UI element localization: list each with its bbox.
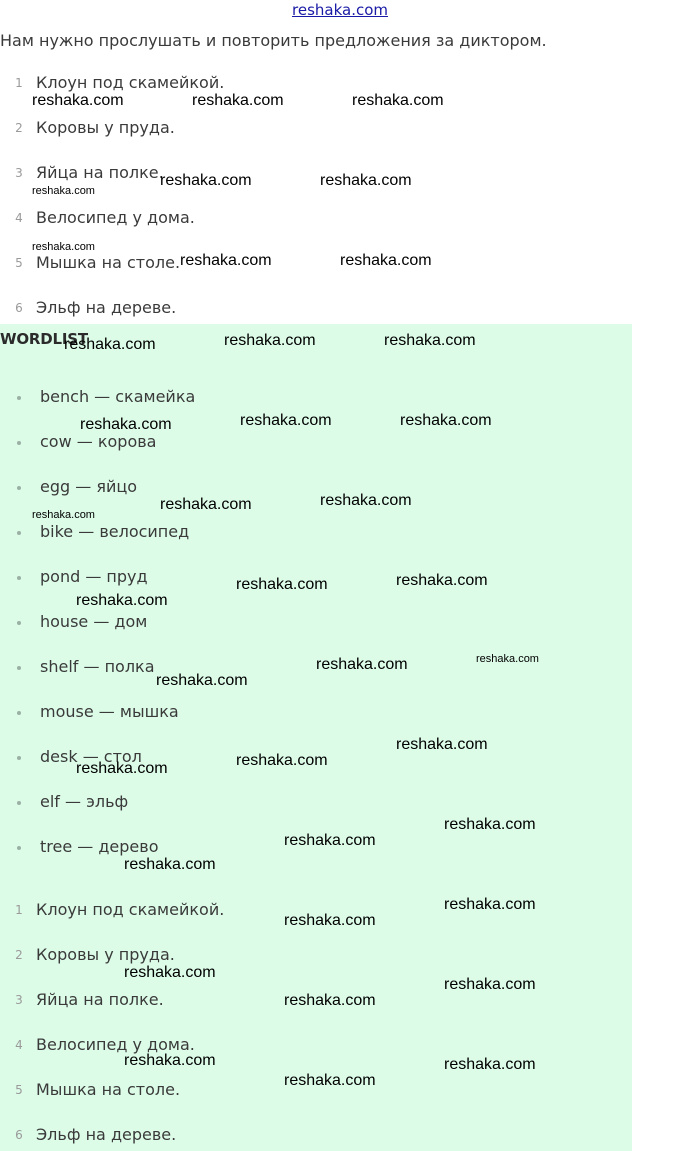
watermark: reshaka.com [124,1052,216,1069]
watermark: reshaka.com [224,332,316,349]
item-number: 1 [15,903,23,917]
item-number: 5 [15,256,23,270]
watermark: reshaka.com [444,896,536,913]
item-number: 5 [15,1083,23,1097]
sentence-text: Эльф на дереве. [36,298,177,317]
word-pair: tree — дерево [40,837,159,856]
item-number: 2 [15,121,23,135]
watermark: reshaka.com [236,752,328,769]
watermark: reshaka.com [400,412,492,429]
item-number: 3 [15,166,23,180]
word-pair: elf — эльф [40,792,129,811]
watermark: reshaka.com [352,92,444,109]
watermark: reshaka.com [160,172,252,189]
watermark: reshaka.com [32,185,95,197]
watermark: reshaka.com [284,1072,376,1089]
site-link[interactable]: reshaka.com [292,1,388,19]
sentence-text: Велосипед у дома. [36,1035,195,1054]
word-pair: bench — скамейка [40,387,196,406]
word-pair: pond — пруд [40,567,148,586]
item-number: 4 [15,1038,23,1052]
bullet-icon [17,846,21,850]
bullet-icon [17,396,21,400]
item-number: 4 [15,211,23,225]
bullet-icon [17,801,21,805]
sentence-text: Коровы у пруда. [36,945,175,964]
watermark: reshaka.com [284,832,376,849]
bullet-icon [17,756,21,760]
item-number: 2 [15,948,23,962]
watermark: reshaka.com [444,816,536,833]
watermark: reshaka.com [192,92,284,109]
sentence-text: Велосипед у дома. [36,208,195,227]
sentence-text: Эльф на дереве. [36,1125,177,1144]
watermark: reshaka.com [320,492,412,509]
watermark: reshaka.com [76,592,168,609]
word-pair: desk — стол [40,747,142,766]
bullet-icon [17,621,21,625]
bullet-icon [17,711,21,715]
bullet-icon [17,531,21,535]
watermark: reshaka.com [124,856,216,873]
item-number: 1 [15,76,23,90]
word-pair: mouse — мышка [40,702,179,721]
watermark: reshaka.com [124,964,216,981]
watermark: reshaka.com [320,172,412,189]
watermark: reshaka.com [340,252,432,269]
watermark: reshaka.com [64,336,156,353]
sentence-text: Яйца на полке. [36,163,164,182]
bullet-icon [17,441,21,445]
watermark: reshaka.com [236,576,328,593]
word-pair: egg — яйцо [40,477,138,496]
item-number: 3 [15,993,23,1007]
watermark: reshaka.com [316,656,408,673]
sentence-text: Мышка на столе. [36,253,181,272]
watermark: reshaka.com [32,241,95,253]
wordlist-title: WORDLIST [0,330,88,348]
watermark: reshaka.com [240,412,332,429]
watermark: reshaka.com [444,976,536,993]
watermark: reshaka.com [396,736,488,753]
item-number: 6 [15,1128,23,1142]
watermark: reshaka.com [444,1056,536,1073]
watermark: reshaka.com [32,92,124,109]
watermark: reshaka.com [284,992,376,1009]
bullet-icon [17,486,21,490]
bullet-icon [17,666,21,670]
word-pair: shelf — полка [40,657,155,676]
watermark: reshaka.com [180,252,272,269]
sentence-text: Клоун под скамейкой. [36,900,225,919]
watermark: reshaka.com [80,416,172,433]
word-pair: house — дом [40,612,148,631]
word-pair: bike — велосипед [40,522,190,541]
watermark: reshaka.com [32,509,95,521]
watermark: reshaka.com [156,672,248,689]
item-number: 6 [15,301,23,315]
word-pair: cow — корова [40,432,157,451]
watermark: reshaka.com [160,496,252,513]
watermark: reshaka.com [76,760,168,777]
sentence-text: Мышка на столе. [36,1080,181,1099]
bullet-icon [17,576,21,580]
sentence-text: Клоун под скамейкой. [36,73,225,92]
intro-text: Нам нужно прослушать и повторить предложения за диктором. [0,31,547,50]
watermark: reshaka.com [476,653,539,665]
sentence-text: Коровы у пруда. [36,118,175,137]
watermark: reshaka.com [396,572,488,589]
sentence-text: Яйца на полке. [36,990,164,1009]
watermark: reshaka.com [284,912,376,929]
watermark: reshaka.com [384,332,476,349]
